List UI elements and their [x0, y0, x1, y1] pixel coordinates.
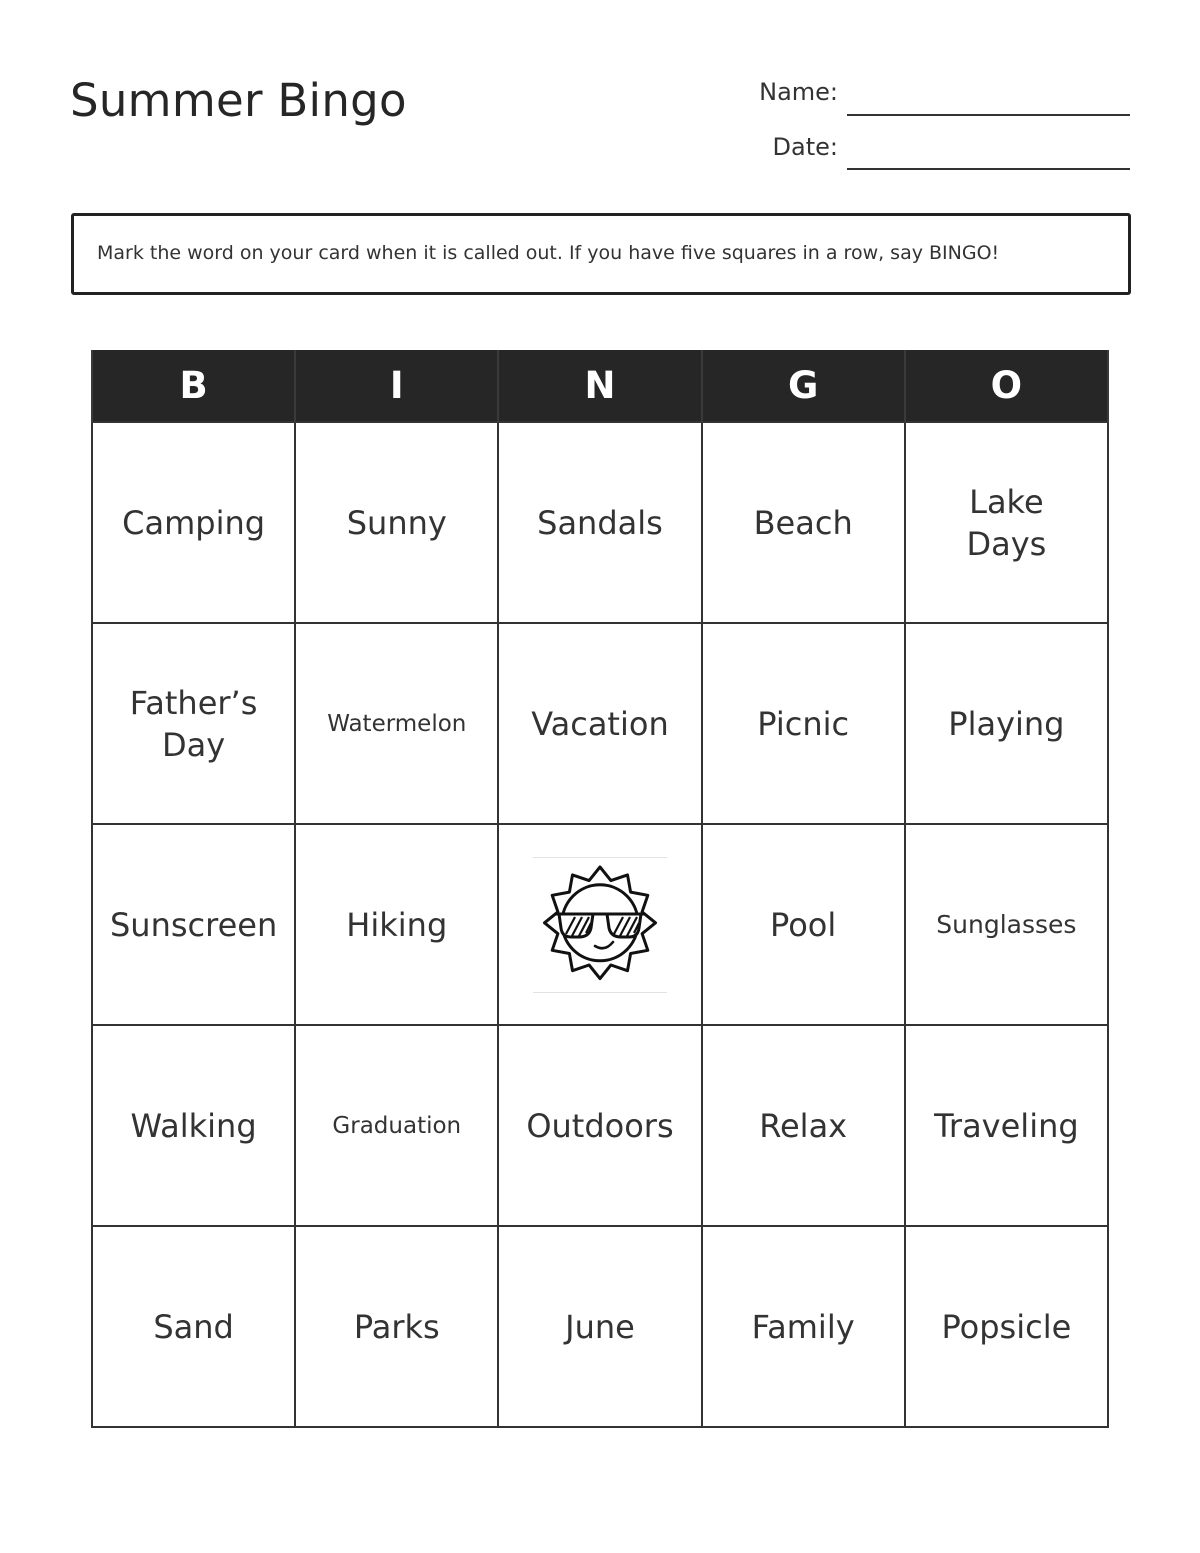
bingo-square[interactable]	[92, 1025, 295, 1226]
bingo-square[interactable]	[92, 824, 295, 1025]
square-label: Pool	[770, 905, 837, 944]
bingo-square[interactable]	[92, 623, 295, 824]
date-label: Date:	[772, 133, 838, 161]
bingo-square[interactable]	[905, 1025, 1108, 1226]
sun-with-sunglasses-icon	[533, 857, 667, 993]
square-label: Popsicle	[941, 1307, 1072, 1346]
bingo-square[interactable]	[702, 422, 905, 623]
bingo-square[interactable]	[295, 1226, 498, 1427]
square-label: Lake Days	[966, 482, 1047, 563]
square-label: Outdoors	[526, 1106, 674, 1145]
date-field[interactable]	[847, 168, 1130, 170]
square-label: June	[565, 1307, 635, 1346]
square-label: Watermelon	[327, 710, 467, 737]
bingo-square[interactable]	[92, 1226, 295, 1427]
bingo-row	[92, 1025, 1108, 1226]
bingo-square[interactable]	[498, 1025, 701, 1226]
bingo-square[interactable]	[295, 1025, 498, 1226]
column-header-n: N	[498, 350, 701, 422]
free-space-square[interactable]	[498, 824, 701, 1025]
square-label: Sunny	[346, 503, 447, 542]
square-label: Sandals	[537, 503, 663, 542]
square-label: Sand	[153, 1307, 234, 1346]
bingo-square[interactable]	[905, 824, 1108, 1025]
bingo-square[interactable]	[295, 623, 498, 824]
square-label: Picnic	[757, 704, 850, 743]
bingo-header-row	[92, 350, 1108, 422]
bingo-square[interactable]	[498, 422, 701, 623]
bingo-row	[92, 422, 1108, 623]
bingo-square[interactable]	[905, 1226, 1108, 1427]
bingo-square[interactable]	[905, 623, 1108, 824]
instructions-text: Mark the word on your card when it is called out. If you have five squares in a row, say BINGO!	[97, 242, 1000, 264]
bingo-square[interactable]	[295, 824, 498, 1025]
instructions-box	[71, 213, 1131, 295]
square-label: Sunglasses	[936, 909, 1077, 939]
square-label: Vacation	[531, 704, 669, 743]
bingo-square[interactable]	[498, 623, 701, 824]
bingo-square[interactable]	[92, 422, 295, 623]
square-label: Walking	[130, 1106, 257, 1145]
square-label: Traveling	[934, 1106, 1079, 1145]
bingo-square[interactable]	[702, 824, 905, 1025]
bingo-square[interactable]	[905, 422, 1108, 623]
bingo-square[interactable]	[498, 1226, 701, 1427]
column-header-g: G	[702, 350, 905, 422]
bingo-square[interactable]	[295, 422, 498, 623]
square-label: Playing	[948, 704, 1065, 743]
square-label: Sunscreen	[109, 905, 278, 944]
name-field[interactable]	[847, 114, 1130, 116]
bingo-row	[92, 623, 1108, 824]
square-label: Beach	[753, 503, 853, 542]
square-label: Family	[751, 1307, 855, 1346]
square-label: Father’s Day	[129, 683, 258, 764]
square-label: Relax	[759, 1106, 848, 1145]
bingo-card	[91, 350, 1109, 1428]
bingo-square[interactable]	[702, 1226, 905, 1427]
page-title: Summer Bingo	[70, 74, 407, 127]
square-label: Camping	[122, 503, 266, 542]
column-header-i: I	[295, 350, 498, 422]
name-label: Name:	[759, 78, 838, 106]
bingo-square[interactable]	[702, 1025, 905, 1226]
bingo-row	[92, 1226, 1108, 1427]
column-header-b: B	[92, 350, 295, 422]
bingo-square[interactable]	[702, 623, 905, 824]
column-header-o: O	[905, 350, 1108, 422]
bingo-row	[92, 824, 1108, 1025]
square-label: Hiking	[346, 905, 448, 944]
square-label: Parks	[353, 1307, 440, 1346]
square-label: Graduation	[332, 1112, 462, 1139]
